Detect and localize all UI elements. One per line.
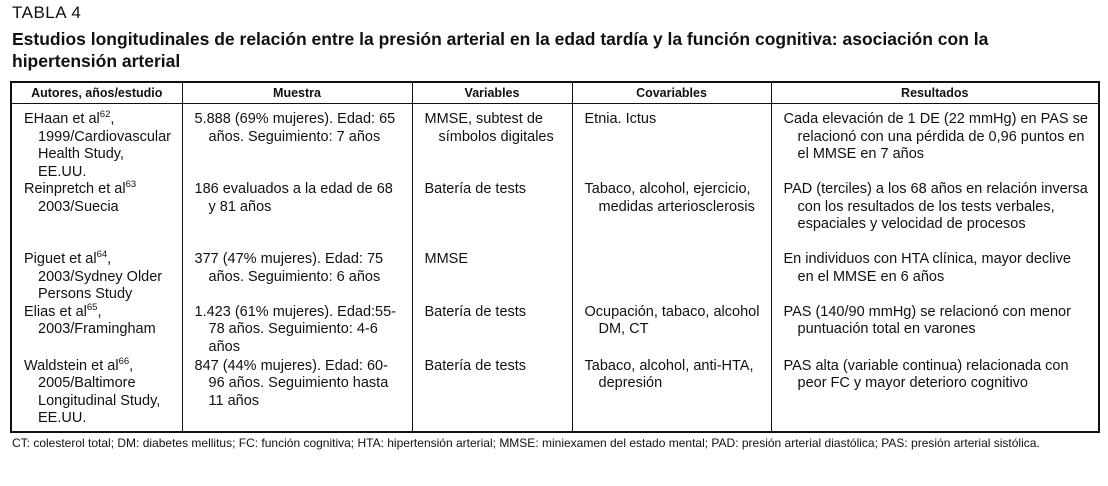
author-name: Waldstein et al [24, 357, 119, 374]
table-row [11, 251, 1099, 304]
author-cell [11, 104, 182, 182]
studies-table [10, 81, 1100, 433]
variables-cell: MMSE [412, 251, 572, 304]
table-footnote: CT: colesterol total; DM: diabetes mellitus; FC: función cognitiva; HTA: hipertensión arterial; MMSE: miniexamen del estado mental; PAD: presión arterial diastólica; PAS: presión arterial sistólica. [12, 436, 1040, 450]
covariables-cell [572, 251, 771, 304]
covariables-cell: Etnia. Ictus [572, 104, 771, 182]
sample-cell: 847 (44% mujeres). Edad: 60-96 años. Seguimiento hasta 11 años [182, 358, 412, 432]
sample-cell: 186 evaluados a la edad de 68 y 81 años [182, 181, 412, 251]
results-cell: En individuos con HTA clínica, mayor declive en el MMSE en 6 años [771, 251, 1099, 304]
table-label: TABLA 4 [12, 3, 82, 22]
sample-cell: 377 (47% mujeres). Edad: 75 años. Seguimiento: 6 años [182, 251, 412, 304]
results-cell: PAD (terciles) a los 68 años en relación inversa con los resultados de los tests verbales, espaciales y velocidad de procesos [771, 181, 1099, 251]
author-name: Elias et al [24, 303, 87, 320]
results-cell: Cada elevación de 1 DE (22 mmHg) en PAS se relacionó con una pérdida de 0,96 puntos en el MMSE en 7 años [771, 104, 1099, 182]
sample-cell: 1.423 (61% mujeres). Edad:55-78 años. Seguimiento: 4-6 años [182, 304, 412, 358]
variables-cell: MMSE, subtest de símbolos digitales [412, 104, 572, 182]
results-cell: PAS (140/90 mmHg) se relacionó con menor puntuación total en varones [771, 304, 1099, 358]
study-info: 2003/Suecia [38, 198, 119, 215]
table-row [11, 181, 1099, 251]
author-name: Piguet et al [24, 251, 97, 267]
study-info: , 2005/Baltimore Longitudinal Study, EE.UU. [38, 357, 161, 426]
variables-cell: Batería de tests [412, 358, 572, 432]
header-sample: Muestra [182, 82, 412, 104]
header-row [11, 82, 1099, 104]
reference-number: 64 [96, 249, 108, 261]
study-info: , 2003/Framingham [38, 303, 156, 337]
table-row [11, 304, 1099, 358]
header-authors: Autores, años/estudio [11, 82, 182, 104]
header-variables: Variables [412, 82, 572, 104]
study-info: , 2003/Sydney Older Persons Study [38, 251, 163, 302]
table-title: Estudios longitudinales de relación entre la presión arterial en la edad tardía y la función cognitiva: asociación con la hipertensión arterial [12, 29, 989, 71]
author-name: EHaan et al [24, 111, 100, 127]
author-cell [11, 251, 182, 304]
variables-cell: Batería de tests [412, 181, 572, 251]
table-row [11, 358, 1099, 432]
reference-number: 66 [118, 355, 130, 367]
header-results: Resultados [771, 82, 1099, 104]
sample-cell: 5.888 (69% mujeres). Edad: 65 años. Seguimiento: 7 años [182, 104, 412, 182]
covariables-cell: Tabaco, alcohol, anti-HTA, depresión [572, 358, 771, 432]
author-name: Reinpretch et al [24, 181, 126, 197]
header-covariables: Covariables [572, 82, 771, 104]
variables-cell: Batería de tests [412, 304, 572, 358]
covariables-cell: Ocupación, tabaco, alcohol DM, CT [572, 304, 771, 358]
author-cell [11, 355, 182, 432]
author-cell [11, 181, 182, 251]
table-row [11, 104, 1099, 182]
study-info: , 1999/Cardiovascular Health Study, EE.UU. [38, 111, 171, 180]
reference-number: 63 [125, 179, 137, 191]
results-cell: PAS alta (variable continua) relacionada con peor FC y mayor deterioro cognitivo [771, 358, 1099, 432]
covariables-cell: Tabaco, alcohol, ejercicio, medidas arteriosclerosis [572, 181, 771, 251]
reference-number: 62 [99, 109, 111, 121]
author-cell [11, 301, 182, 358]
reference-number: 65 [86, 301, 98, 313]
